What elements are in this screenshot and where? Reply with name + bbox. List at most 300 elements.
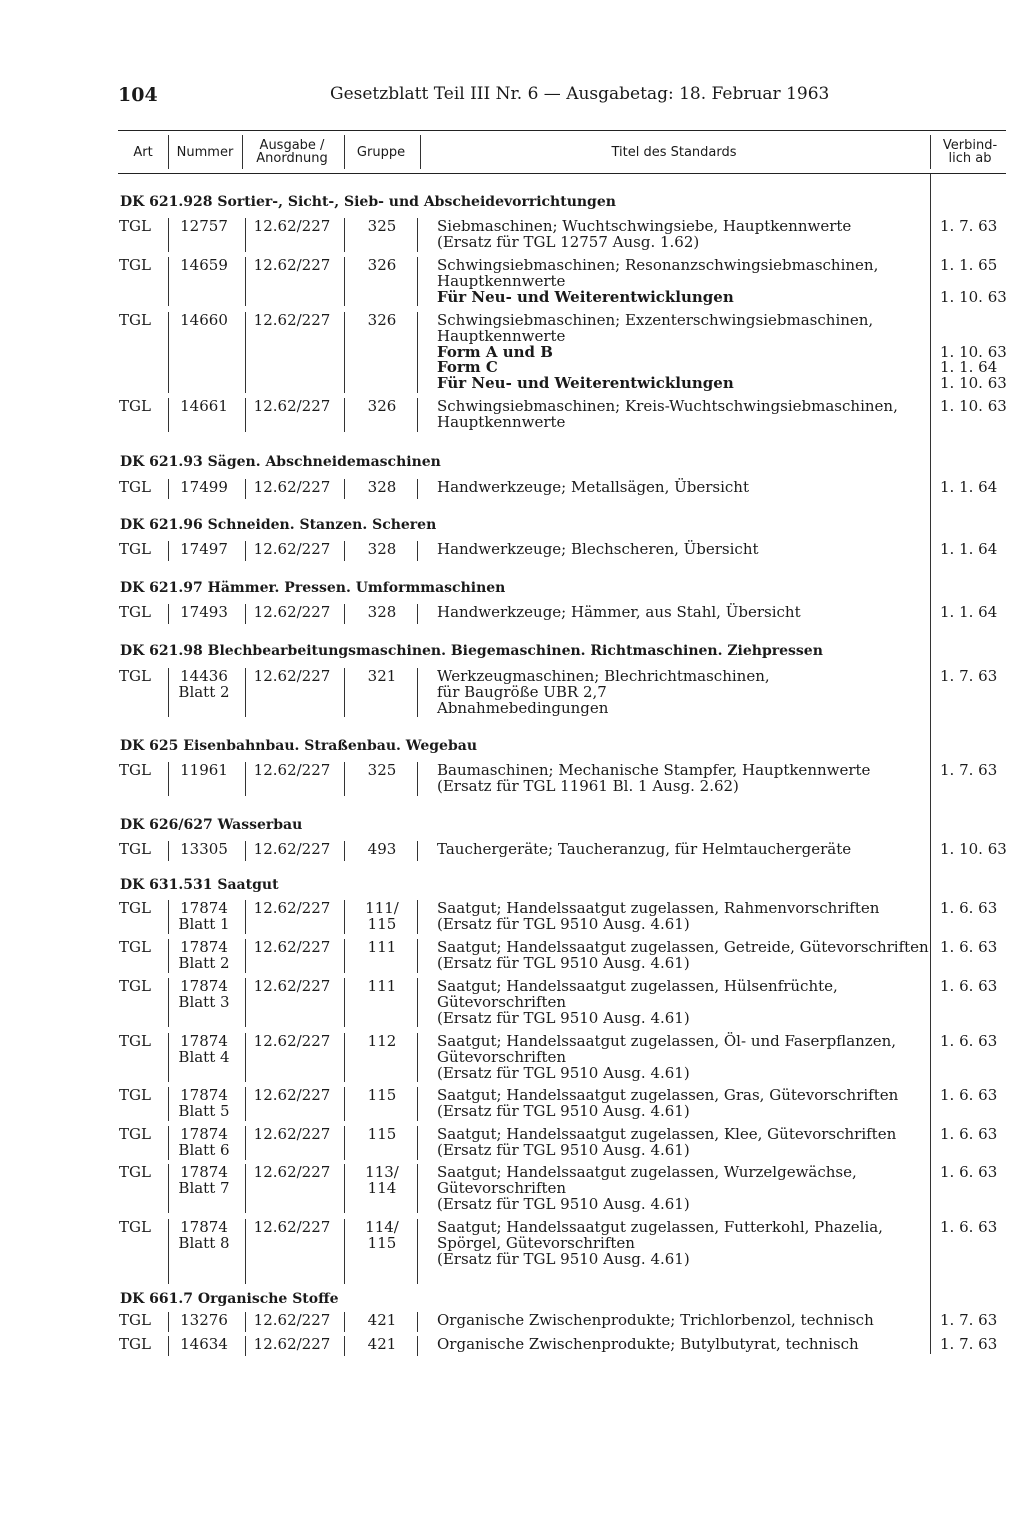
cell-verbindlich [940, 1220, 1000, 1283]
title-line: (Ersatz für TGL 12757 Ausg. 1.62) [437, 232, 700, 251]
date-line: 1. 6. 63 [940, 977, 998, 995]
title-line: für Baugröße UBR 2,7 [437, 682, 607, 701]
nummer-line: Blatt 7 [178, 1178, 230, 1197]
cell-art: TGL [119, 938, 151, 956]
column-rule [344, 398, 345, 432]
cell-title [437, 669, 770, 716]
nummer-line: Blatt 2 [178, 953, 230, 972]
column-rule [168, 1033, 169, 1082]
cell-verbindlich [940, 1127, 1000, 1159]
gruppe-line: 115 [367, 1125, 397, 1143]
nummer-line: 17874 [180, 1163, 228, 1181]
cell-ausgabe: 12.62/227 [253, 977, 331, 995]
cell-nummer [164, 1088, 244, 1120]
cell-ausgabe: 12.62/227 [253, 840, 331, 858]
column-rule [417, 939, 418, 973]
cell-gruppe [346, 1034, 418, 1050]
cell-nummer [164, 1127, 244, 1159]
cell-ausgabe: 12.62/227 [253, 761, 331, 779]
title-line: Hauptkennwerte [437, 326, 566, 345]
cell-nummer [164, 399, 244, 415]
column-rule [168, 257, 169, 306]
cell-verbindlich [940, 840, 1007, 858]
cell-nummer [164, 901, 244, 933]
cell-nummer [164, 1165, 244, 1197]
nummer-line: Blatt 1 [178, 914, 230, 933]
cell-gruppe [346, 842, 418, 858]
title-line: (Ersatz für TGL 9510 Ausg. 4.61) [437, 1063, 690, 1082]
title-line: Saatgut; Handelssaatgut zugelassen, Futterkohl, Phazelia, [437, 1218, 883, 1236]
cell-gruppe [346, 979, 418, 995]
column-rule [245, 978, 246, 1027]
cell-verbindlich [940, 256, 1007, 306]
cell-nummer [164, 1313, 244, 1329]
column-rule [344, 1087, 345, 1121]
date-line: 1. 7. 63 [940, 217, 998, 235]
cell-verbindlich [940, 1034, 1000, 1081]
column-rule [168, 218, 169, 252]
date-line: 1. 7. 63 [940, 1311, 998, 1329]
nummer-line: Blatt 8 [178, 1233, 230, 1252]
column-rule [417, 1164, 418, 1213]
column-rule [417, 541, 418, 561]
column-rule [245, 1126, 246, 1160]
date-line: 1. 10. 63 [940, 342, 1007, 361]
cell-ausgabe: 12.62/227 [253, 311, 331, 329]
date-line: 1. 1. 64 [940, 540, 998, 558]
cell-ausgabe: 12.62/227 [253, 397, 331, 415]
cell-verbindlich [940, 1088, 1000, 1120]
title-line: Saatgut; Handelssaatgut zugelassen, Klee, Gütevorschriften [437, 1125, 897, 1143]
nummer-line: 14659 [180, 256, 228, 274]
nummer-line: 17874 [180, 1218, 228, 1236]
column-rule [344, 479, 345, 499]
title-line: (Ersatz für TGL 9510 Ausg. 4.61) [437, 953, 690, 972]
date-line: 1. 10. 63 [940, 374, 1007, 393]
cell-title [437, 1165, 857, 1212]
cell-title [437, 1313, 874, 1329]
cell-gruppe [346, 1088, 418, 1104]
cell-ausgabe: 12.62/227 [253, 1218, 331, 1236]
gruppe-line: 321 [367, 667, 397, 685]
nummer-line: 17874 [180, 977, 228, 995]
title-line: Schwingsiebmaschinen; Kreis-Wuchtschwingsiebmaschinen, [437, 397, 898, 415]
column-rule [245, 257, 246, 306]
nummer-line: Blatt 3 [178, 992, 230, 1011]
title-line: Schwingsiebmaschinen; Exzenterschwingsiebmaschinen, [437, 311, 874, 329]
column-rule [344, 1033, 345, 1082]
cell-gruppe [346, 313, 418, 329]
column-rule [245, 1219, 246, 1284]
cell-gruppe [346, 1127, 418, 1143]
date-line: 1. 10. 63 [940, 287, 1007, 306]
cell-title [437, 842, 851, 858]
title-line: Saatgut; Handelssaatgut zugelassen, Hülsenfrüchte, [437, 977, 838, 995]
column-rule [417, 1087, 418, 1121]
column-rule [344, 668, 345, 717]
gruppe-line: 115 [367, 914, 397, 933]
gruppe-line: 325 [367, 217, 397, 235]
title-line: Tauchergeräte; Taucheranzug, für Helmtauchergeräte [437, 840, 852, 858]
cell-title [437, 979, 838, 1026]
date-line: 1. 1. 64 [940, 358, 998, 377]
section-heading: DK 621.96 Schneiden. Stanzen. Scheren [120, 517, 437, 533]
cell-gruppe [346, 940, 418, 956]
nummer-line: 14661 [180, 397, 228, 415]
cell-title [437, 605, 801, 621]
cell-art: TGL [119, 1125, 151, 1143]
cell-art: TGL [119, 840, 151, 858]
column-rule [417, 841, 418, 861]
cell-gruppe [346, 1220, 418, 1252]
gruppe-line: 326 [367, 311, 397, 329]
title-line: Hauptkennwerte [437, 412, 566, 431]
cell-verbindlich [940, 542, 1000, 558]
column-rule [168, 1164, 169, 1213]
cell-art: TGL [119, 1086, 151, 1104]
title-line: (Ersatz für TGL 9510 Ausg. 4.61) [437, 1008, 690, 1027]
cell-ausgabe: 12.62/227 [253, 478, 331, 496]
nummer-line: 14436 [180, 667, 228, 685]
column-rule [417, 1219, 418, 1284]
title-line: Organische Zwischenprodukte; Trichlorbenzol, technisch [437, 1311, 874, 1329]
cell-art: TGL [119, 603, 151, 621]
title-line: Gütevorschriften [437, 1178, 567, 1197]
column-rule [417, 1336, 418, 1356]
column-rule [417, 398, 418, 432]
cell-nummer [164, 763, 244, 779]
cell-art: TGL [119, 977, 151, 995]
nummer-line: 17874 [180, 938, 228, 956]
cell-nummer [164, 219, 244, 235]
title-line: (Ersatz für TGL 9510 Ausg. 4.61) [437, 1249, 690, 1268]
column-rule [417, 978, 418, 1027]
cell-ausgabe: 12.62/227 [253, 667, 331, 685]
nummer-line: Blatt 6 [178, 1140, 230, 1159]
cell-nummer [164, 842, 244, 858]
cell-nummer [164, 940, 244, 972]
nummer-line: 11961 [180, 761, 228, 779]
cell-title [437, 901, 879, 933]
title-line: (Ersatz für TGL 9510 Ausg. 4.61) [437, 1140, 690, 1159]
section-heading: DK 621.928 Sortier-, Sicht-, Sieb- und Abscheidevorrichtungen [120, 194, 616, 210]
column-rule [245, 604, 246, 624]
column-rule [168, 978, 169, 1027]
date-line: 1. 7. 63 [940, 667, 998, 685]
nummer-line: 17499 [180, 478, 228, 496]
section-heading: DK 621.97 Hämmer. Pressen. Umformmaschinen [120, 580, 506, 596]
gruppe-line: 111/ [365, 899, 399, 917]
section-heading: DK 631.531 Saatgut [120, 877, 279, 893]
cell-ausgabe: 12.62/227 [253, 603, 331, 621]
cell-verbindlich [940, 605, 1000, 621]
column-rule [168, 604, 169, 624]
cell-ausgabe: 12.62/227 [253, 256, 331, 274]
column-rule [344, 1164, 345, 1213]
cell-gruppe [346, 258, 418, 274]
column-rule [168, 1087, 169, 1121]
column-rule [344, 1336, 345, 1356]
date-line: 1. 1. 64 [940, 478, 998, 496]
date-line: 1. 7. 63 [940, 1335, 998, 1353]
column-rule [245, 900, 246, 934]
column-rule [344, 218, 345, 252]
column-rule [245, 1087, 246, 1121]
date-line: 1. 7. 63 [940, 761, 998, 779]
cell-nummer [164, 979, 244, 1011]
cell-ausgabe: 12.62/227 [253, 938, 331, 956]
gruppe-line: 114 [367, 1178, 397, 1197]
cell-title [437, 313, 873, 392]
title-line: Saatgut; Handelssaatgut zugelassen, Gras, Gütevorschriften [437, 1086, 899, 1104]
column-rule [168, 479, 169, 499]
cell-ausgabe: 12.62/227 [253, 1335, 331, 1353]
title-line: Werkzeugmaschinen; Blechrichtmaschinen, [437, 667, 770, 685]
cell-art: TGL [119, 1163, 151, 1181]
title-line: Gütevorschriften [437, 992, 567, 1011]
section-heading: DK 621.93 Sägen. Abschneidemaschinen [120, 454, 441, 470]
column-rule [168, 668, 169, 717]
column-rule [344, 841, 345, 861]
nummer-line: 14634 [180, 1335, 228, 1353]
cell-verbindlich [940, 940, 1000, 972]
cell-verbindlich [940, 1337, 1000, 1353]
cell-title [437, 480, 749, 496]
title-line: Siebmaschinen; Wuchtschwingsiebe, Hauptkennwerte [437, 217, 852, 235]
gruppe-line: 115 [367, 1233, 397, 1252]
column-rule [344, 312, 345, 393]
cell-ausgabe: 12.62/227 [253, 899, 331, 917]
title-line: Hauptkennwerte [437, 271, 566, 290]
cell-verbindlich [940, 901, 1000, 933]
nummer-line: Blatt 4 [178, 1047, 230, 1066]
cell-gruppe [346, 901, 418, 933]
cell-ausgabe: 12.62/227 [253, 540, 331, 558]
cell-ausgabe: 12.62/227 [253, 217, 331, 235]
title-line: Schwingsiebmaschinen; Resonanzschwingsiebmaschinen, [437, 256, 879, 274]
nummer-line: 13305 [180, 840, 228, 858]
column-rule [344, 762, 345, 796]
column-rule [168, 1126, 169, 1160]
column-rule [168, 762, 169, 796]
nummer-line: Blatt 5 [178, 1101, 230, 1120]
cell-art: TGL [119, 1032, 151, 1050]
date-line: 1. 1. 65 [940, 256, 998, 274]
date-line: 1. 6. 63 [940, 938, 998, 956]
page-title: Gesetzblatt Teil III Nr. 6 — Ausgabetag: 18. Februar 1963 [330, 84, 830, 104]
column-rule [245, 841, 246, 861]
cell-title [437, 1088, 898, 1120]
cell-verbindlich [940, 763, 1000, 795]
column-rule [168, 541, 169, 561]
column-rule [417, 479, 418, 499]
title-line: Für Neu- und Weiterentwicklungen [437, 287, 734, 306]
cell-nummer [164, 1034, 244, 1066]
date-line: 1. 6. 63 [940, 1125, 998, 1143]
cell-art: TGL [119, 311, 151, 329]
cell-art: TGL [119, 761, 151, 779]
cell-gruppe [346, 1337, 418, 1353]
title-line: Gütevorschriften [437, 1047, 567, 1066]
title-line: (Ersatz für TGL 9510 Ausg. 4.61) [437, 1194, 690, 1213]
nummer-line: Blatt 2 [178, 682, 230, 701]
column-rule [417, 668, 418, 717]
column-header-titel: Titel des Standards [611, 144, 737, 160]
column-rule [245, 668, 246, 717]
cell-verbindlich [940, 397, 1007, 431]
nummer-line: 17493 [180, 603, 228, 621]
column-rule [245, 398, 246, 432]
column-header-gruppe: Gruppe [356, 144, 406, 160]
cell-title [437, 940, 929, 972]
cell-art: TGL [119, 397, 151, 415]
column-rule [417, 604, 418, 624]
section-heading: DK 661.7 Organische Stoffe [120, 1291, 339, 1307]
cell-nummer [164, 480, 244, 496]
cell-gruppe [346, 1313, 418, 1329]
column-rule [245, 762, 246, 796]
title-line: Saatgut; Handelssaatgut zugelassen, Rahmenvorschriften [437, 899, 880, 917]
date-line: 1. 1. 64 [940, 603, 998, 621]
date-column-rule [930, 174, 931, 1354]
nummer-line: 17874 [180, 1032, 228, 1050]
column-rule [168, 939, 169, 973]
cell-title [437, 1337, 859, 1353]
cell-nummer [164, 258, 244, 274]
gruppe-line: 421 [367, 1335, 397, 1353]
cell-art: TGL [119, 478, 151, 496]
column-rule [168, 1336, 169, 1356]
cell-gruppe [346, 763, 418, 779]
column-rule [168, 1312, 169, 1332]
cell-art: TGL [119, 256, 151, 274]
column-rule [245, 218, 246, 252]
title-line: (Ersatz für TGL 11961 Bl. 1 Ausg. 2.62) [437, 776, 739, 795]
cell-gruppe [346, 669, 418, 685]
column-rule [245, 1312, 246, 1332]
cell-ausgabe: 12.62/227 [253, 1163, 331, 1181]
cell-gruppe [346, 399, 418, 415]
cell-gruppe [346, 219, 418, 235]
gruppe-line: 112 [367, 1032, 397, 1050]
cell-gruppe [346, 542, 418, 558]
page-header [118, 84, 1006, 108]
column-rule [168, 900, 169, 934]
column-rule [344, 604, 345, 624]
column-rule [417, 1126, 418, 1160]
gruppe-line: 115 [367, 1086, 397, 1104]
cell-verbindlich [940, 669, 1000, 716]
gruppe-line: 111 [367, 938, 397, 956]
section-heading: DK 621.98 Blechbearbeitungsmaschinen. Biegemaschinen. Richtmaschinen. Ziehpressen [120, 643, 823, 659]
cell-ausgabe: 12.62/227 [253, 1125, 331, 1143]
date-line: 1. 10. 63 [940, 840, 1007, 858]
gruppe-line: 325 [367, 761, 397, 779]
title-line: Handwerkzeuge; Metallsägen, Übersicht [437, 478, 749, 496]
column-rule [245, 541, 246, 561]
cell-verbindlich [940, 1165, 1000, 1212]
title-line: (Ersatz für TGL 9510 Ausg. 4.61) [437, 914, 690, 933]
column-rule [417, 312, 418, 393]
cell-nummer [164, 313, 244, 329]
title-line: Für Neu- und Weiterentwicklungen [437, 374, 734, 393]
cell-nummer [164, 1220, 244, 1252]
table-header [118, 130, 1006, 174]
nummer-line: 14660 [180, 311, 228, 329]
cell-nummer [164, 605, 244, 621]
column-rule [245, 1164, 246, 1213]
date-line: 1. 6. 63 [940, 1163, 998, 1181]
cell-nummer [164, 669, 244, 701]
gruppe-line: 113/ [365, 1163, 399, 1181]
column-rule [344, 900, 345, 934]
column-rule [168, 1219, 169, 1284]
column-rule [417, 257, 418, 306]
cell-verbindlich [940, 979, 1000, 1026]
title-line: Form A und B [437, 342, 553, 361]
cell-ausgabe: 12.62/227 [253, 1032, 331, 1050]
title-line: Saatgut; Handelssaatgut zugelassen, Öl- und Faserpflanzen, [437, 1032, 897, 1050]
nummer-line: 17874 [180, 1125, 228, 1143]
title-line: Form C [437, 358, 498, 377]
cell-art: TGL [119, 899, 151, 917]
column-rule [417, 1312, 418, 1332]
column-rule [168, 312, 169, 393]
column-rule [417, 900, 418, 934]
cell-title [437, 542, 759, 558]
cell-art: TGL [119, 540, 151, 558]
cell-gruppe [346, 480, 418, 496]
column-rule [168, 841, 169, 861]
date-line: 1. 10. 63 [940, 397, 1007, 415]
gruppe-line: 326 [367, 397, 397, 415]
column-header-nummer: Nummer [176, 144, 234, 160]
column-rule [168, 398, 169, 432]
column-rule [245, 1033, 246, 1082]
column-header-ausgabe: Ausgabe / Anordnung [256, 138, 328, 166]
cell-art: TGL [119, 1335, 151, 1353]
title-line: Abnahmebedingungen [437, 698, 609, 717]
cell-ausgabe: 12.62/227 [253, 1086, 331, 1104]
title-line: Handwerkzeuge; Blechscheren, Übersicht [437, 540, 759, 558]
title-line: Spörgel, Gütevorschriften [437, 1233, 635, 1252]
cell-art: TGL [119, 217, 151, 235]
gruppe-line: 111 [367, 977, 397, 995]
column-rule [245, 479, 246, 499]
cell-title [437, 1220, 883, 1267]
column-rule [344, 541, 345, 561]
cell-title [437, 258, 878, 305]
column-rule [245, 312, 246, 393]
cell-art: TGL [119, 1218, 151, 1236]
nummer-line: 17874 [180, 1086, 228, 1104]
title-line: Organische Zwischenprodukte; Butylbutyrat, technisch [437, 1335, 859, 1353]
column-header-verbindlich: Verbind-lich ab [942, 138, 998, 166]
gruppe-line: 493 [367, 840, 397, 858]
cell-verbindlich [940, 480, 1000, 496]
column-rule [344, 1312, 345, 1332]
title-line: (Ersatz für TGL 9510 Ausg. 4.61) [437, 1101, 690, 1120]
cell-title [437, 1127, 896, 1159]
column-rule [344, 257, 345, 306]
gruppe-line: 421 [367, 1311, 397, 1329]
title-line: Saatgut; Handelssaatgut zugelassen, Getreide, Gütevorschriften [437, 938, 929, 956]
column-rule [417, 1033, 418, 1082]
gruppe-line: 328 [367, 603, 397, 621]
cell-verbindlich [940, 219, 1000, 251]
cell-ausgabe: 12.62/227 [253, 1311, 331, 1329]
page-number: 104 [118, 84, 158, 106]
